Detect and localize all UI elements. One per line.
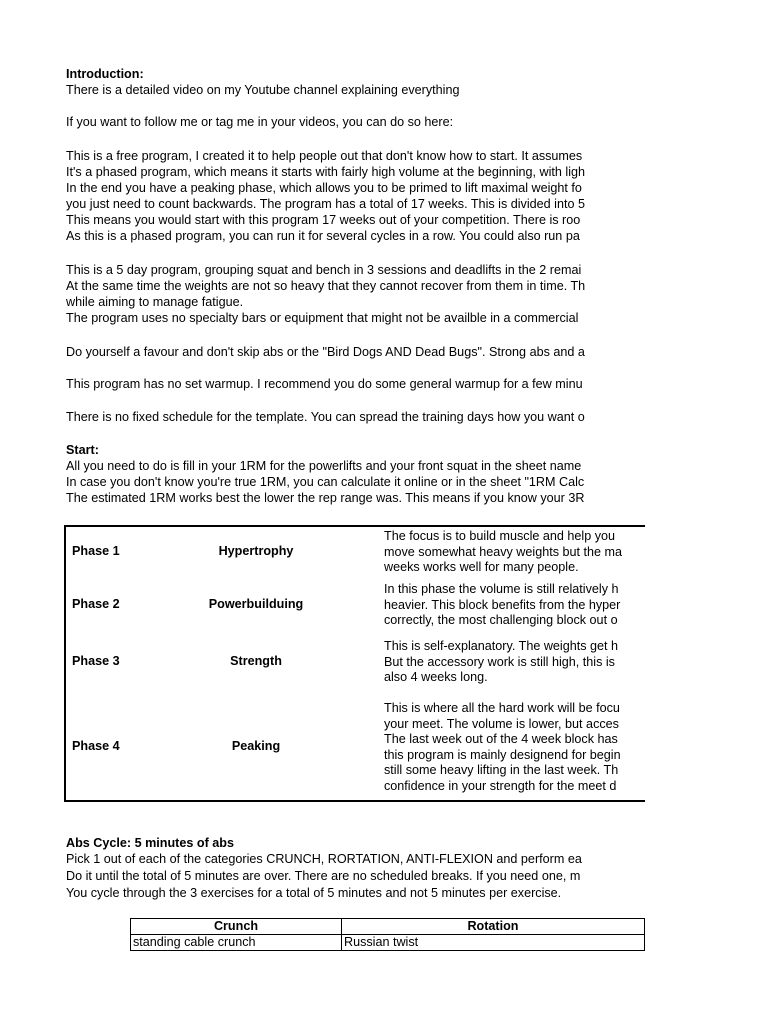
phase-desc-line: The last week out of the 4 week block has	[384, 732, 618, 746]
table-row	[131, 935, 645, 951]
phase-name: Phase 2	[72, 597, 120, 611]
intro-p1-line: It's a phased program, which means it starts with fairly high volume at the beginning, with ligh	[66, 165, 586, 179]
start-line: The estimated 1RM works best the lower the rep range was. This means if you know your 3R	[66, 491, 585, 505]
table-cell: standing cable crunch	[131, 935, 342, 951]
phase-type: Hypertrophy	[218, 544, 294, 558]
intro-p2-line: The program uses no specialty bars or equipment that might not be availble in a commercial	[66, 311, 579, 325]
phase-desc-line: still some heavy lifting in the last week. Th	[384, 763, 619, 777]
abs-cycle-heading: Abs Cycle: 5 minutes of abs	[66, 836, 234, 850]
phase-desc-line: In this phase the volume is still relatively h	[384, 582, 619, 596]
phase-type: Powerbuilduing	[208, 597, 304, 611]
intro-follow-line: If you want to follow me or tag me in your videos, you can do so here:	[66, 115, 454, 129]
phases-table	[64, 525, 645, 802]
table-header-row	[131, 919, 645, 935]
phase-desc-line: This is self-explanatory. The weights get h	[384, 639, 619, 653]
phase-name: Phase 1	[72, 544, 120, 558]
phase-name: Phase 3	[72, 654, 120, 668]
intro-p2-line: while aiming to manage fatigue.	[66, 295, 244, 309]
intro-p2-line: At the same time the weights are not so heavy that they cannot recover from them in time. Th	[66, 279, 586, 293]
intro-p1-line: This is a free program, I created it to help people out that don't know how to start. It assumes	[66, 149, 583, 163]
phase-desc-line: heavier. This block benefits from the hyper	[384, 597, 621, 612]
phase-desc-line: correctly, the most challenging block out o	[384, 613, 618, 627]
intro-p1-line: you just need to count backwards. The program has a total of 17 weeks. This is divided into 5	[66, 197, 585, 211]
intro-p1-line: As this is a phased program, you can run it for several cycles in a row. You could also run pa	[66, 229, 580, 243]
phase-desc-line: But the accessory work is still high, this is	[384, 654, 615, 669]
phase-type: Peaking	[231, 739, 281, 753]
intro-abs-note: Do yourself a favour and don't skip abs or the "Bird Dogs AND Dead Bugs". Strong abs and a	[66, 345, 585, 359]
phase-type: Strength	[230, 654, 282, 668]
intro-p2-line: This is a 5 day program, grouping squat and bench in 3 sessions and deadlifts in the 2 remai	[66, 263, 582, 277]
table-cell: Russian twist	[341, 935, 644, 951]
intro-p1-line: This means you would start with this program 17 weeks out of your competition. There is roo	[66, 213, 581, 227]
phase-desc-line: confidence in your strength for the meet d	[384, 778, 617, 793]
phase-desc-line: also 4 weeks long.	[384, 670, 488, 684]
start-line: All you need to do is fill in your 1RM for the powerlifts and your front squat in the sheet name	[66, 459, 582, 473]
start-heading: Start:	[66, 443, 99, 457]
intro-p1-line: In the end you have a peaking phase, which allows you to be primed to lift maximal weight fo	[66, 181, 582, 195]
phase-desc-line: move somewhat heavy weights but the ma	[384, 544, 623, 559]
intro-warmup-note: This program has no set warmup. I recommend you do some general warmup for a few minu	[66, 377, 583, 391]
phase-desc-line: weeks works well for many people.	[384, 560, 579, 574]
phase-desc-line: This is where all the hard work will be focu	[384, 701, 620, 715]
phase-desc-line: The focus is to build muscle and help you	[384, 529, 616, 543]
abs-cycle-line: Do it until the total of 5 minutes are over. There are no scheduled breaks. If you need one, m	[66, 869, 581, 883]
phase-desc-line: this program is mainly designend for begin	[384, 747, 621, 762]
abs-cycle-line: You cycle through the 3 exercises for a total of 5 minutes and not 5 minutes per exercise.	[66, 886, 562, 900]
start-line: In case you don't know you're true 1RM, you can calculate it online or in the sheet "1RM Calc	[66, 475, 585, 489]
abs-exercise-table	[130, 918, 645, 951]
intro-schedule-note: There is no fixed schedule for the template. You can spread the training days how you want o	[66, 410, 585, 424]
intro-heading: Introduction:	[66, 67, 144, 81]
column-header-crunch: Crunch	[131, 919, 342, 935]
phase-name: Phase 4	[72, 739, 120, 753]
phase-desc-line: your meet. The volume is lower, but acces	[384, 716, 619, 731]
abs-cycle-line: Pick 1 out of each of the categories CRUNCH, RORTATION, ANTI-FLEXION and perform ea	[66, 852, 582, 866]
column-header-rotation: Rotation	[341, 919, 644, 935]
intro-video-line: There is a detailed video on my Youtube channel explaining everything	[66, 83, 460, 97]
